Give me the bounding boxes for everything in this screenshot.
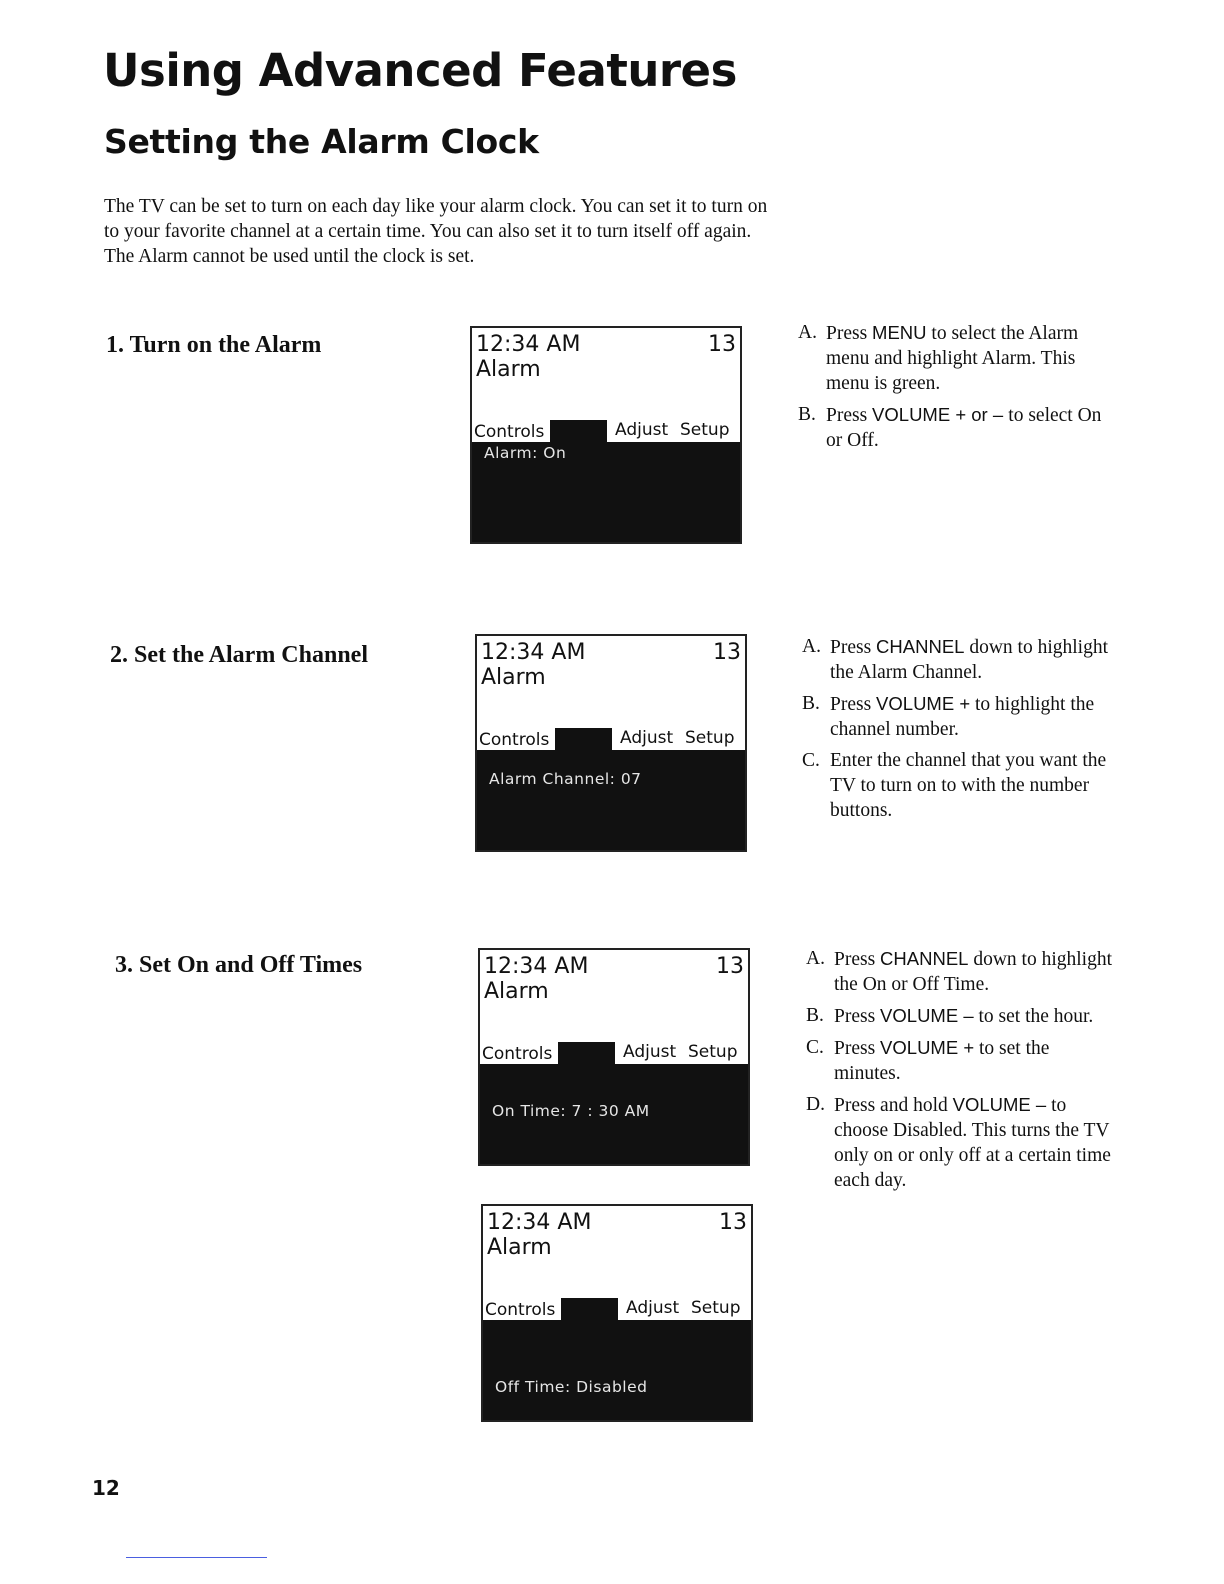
instruction-text: down to highlight the Alarm Channel. <box>830 637 1109 683</box>
instruction-text: Press <box>834 1038 881 1059</box>
step-3-title: 3. Set On and Off Times <box>115 952 363 978</box>
tab-controls: Controls <box>482 1044 553 1064</box>
instruction-text: Press <box>834 949 881 970</box>
instruction-letter: B. <box>806 1005 824 1026</box>
screen-menu-name: Alarm <box>484 979 549 1004</box>
screen-menu-name: Alarm <box>476 357 541 382</box>
instruction-item <box>798 320 1118 396</box>
page-number: 12 <box>92 1476 120 1500</box>
instruction-key: VOLUME + <box>880 1037 975 1058</box>
menu-row-highlighted: Alarm Channel: 07 <box>489 770 642 788</box>
instruction-item <box>806 1092 1118 1193</box>
instruction-text: Press <box>830 694 877 715</box>
tab-setup: Setup <box>680 420 730 440</box>
step-3-instructions <box>806 946 1118 1199</box>
menu-row-highlighted: On Time: 7 : 30 AM <box>492 1102 650 1120</box>
screen-channel: 13 <box>719 1210 747 1235</box>
instruction-item <box>806 946 1118 997</box>
instruction-text: Press and hold <box>834 1095 953 1116</box>
screen-time: 12:34 AM <box>481 640 586 665</box>
instruction-letter: A. <box>802 636 821 657</box>
tv-screen-step-3b <box>481 1204 753 1422</box>
instruction-item <box>806 1035 1118 1086</box>
screen-menu-name: Alarm <box>481 665 546 690</box>
instruction-key: VOLUME + <box>876 693 971 714</box>
section-title: Setting the Alarm Clock <box>104 122 539 161</box>
tab-controls: Controls <box>485 1300 556 1320</box>
tab-adjust: Adjust <box>615 420 669 440</box>
tab-setup: Setup <box>688 1042 738 1062</box>
tab-alarm-highlight <box>555 728 612 750</box>
tab-adjust: Adjust <box>620 728 674 748</box>
instruction-key: CHANNEL <box>876 636 965 657</box>
tab-adjust: Adjust <box>626 1298 680 1318</box>
tab-controls: Controls <box>474 422 545 442</box>
instruction-text: Press <box>826 405 873 426</box>
footer-rule <box>126 1557 267 1558</box>
instruction-item <box>802 634 1122 685</box>
instruction-text: to choose Disabled. This turns the TV only on or only off at a certain time each day. <box>834 1095 1111 1191</box>
tab-setup: Setup <box>691 1298 741 1318</box>
screen-time: 12:34 AM <box>484 954 589 979</box>
menu-tabs <box>483 1298 751 1320</box>
instruction-key: VOLUME – <box>880 1005 974 1026</box>
menu-panel <box>477 750 745 850</box>
instruction-letter: D. <box>806 1094 825 1115</box>
menu-panel <box>483 1320 751 1420</box>
instruction-text: Press <box>830 637 877 658</box>
tab-alarm-highlight <box>550 420 607 442</box>
tab-controls: Controls <box>479 730 550 750</box>
tv-screen-step-2 <box>475 634 747 852</box>
instruction-letter: C. <box>802 750 820 771</box>
step-1-instructions <box>798 320 1118 459</box>
instruction-text: Press <box>834 1006 881 1027</box>
step-2-title: 2. Set the Alarm Channel <box>110 642 368 668</box>
instruction-text: to select the Alarm menu and highlight Alarm. This menu is green. <box>826 323 1079 394</box>
instruction-text: to set the hour. <box>973 1006 1094 1027</box>
instruction-key: MENU <box>872 322 927 343</box>
step-2-instructions <box>802 634 1122 829</box>
instruction-item <box>806 1003 1118 1029</box>
instruction-letter: A. <box>806 948 825 969</box>
tv-screen-step-1 <box>470 326 742 544</box>
menu-row-highlighted: Alarm: On <box>484 444 567 462</box>
page-title: Using Advanced Features <box>103 44 737 97</box>
step-1-title: 1. Turn on the Alarm <box>106 332 322 358</box>
screen-time: 12:34 AM <box>487 1210 592 1235</box>
screen-channel: 13 <box>716 954 744 979</box>
instruction-letter: B. <box>802 693 820 714</box>
menu-tabs <box>480 1042 748 1064</box>
tab-alarm-highlight <box>558 1042 615 1064</box>
menu-panel <box>480 1064 748 1164</box>
menu-tabs <box>472 420 740 442</box>
screen-channel: 13 <box>708 332 736 357</box>
menu-panel <box>472 442 740 542</box>
instruction-letter: B. <box>798 404 816 425</box>
tab-alarm-highlight <box>561 1298 618 1320</box>
instruction-item <box>802 691 1122 742</box>
instruction-item <box>802 748 1122 823</box>
instruction-text: down to highlight the On or Off Time. <box>834 949 1113 995</box>
instruction-item <box>798 402 1118 453</box>
menu-row-highlighted: Off Time: Disabled <box>495 1378 648 1396</box>
instruction-text: to select On or Off. <box>826 405 1102 451</box>
instruction-text: Press <box>826 323 873 344</box>
tab-setup: Setup <box>685 728 735 748</box>
instruction-key: CHANNEL <box>880 948 969 969</box>
instruction-text: to set the minutes. <box>834 1038 1050 1084</box>
intro-paragraph: The TV can be set to turn on each day like your alarm clock. You can set it to turn on to your favorite channel at a certain time. You can also set it to turn itself off again. The Alarm cannot be used until the clock is set. <box>104 196 768 267</box>
instruction-letter: C. <box>806 1037 824 1058</box>
instruction-letter: A. <box>798 322 817 343</box>
screen-channel: 13 <box>713 640 741 665</box>
screen-time: 12:34 AM <box>476 332 581 357</box>
screen-menu-name: Alarm <box>487 1235 552 1260</box>
instruction-key: VOLUME + or – <box>872 404 1009 425</box>
instruction-key: VOLUME – <box>952 1094 1047 1115</box>
tab-adjust: Adjust <box>623 1042 677 1062</box>
menu-tabs <box>477 728 745 750</box>
instruction-text: Enter the channel that you want the TV to turn on to with the number buttons. <box>830 750 1107 821</box>
tv-screen-step-3a <box>478 948 750 1166</box>
instruction-text: to highlight the channel number. <box>830 694 1095 740</box>
